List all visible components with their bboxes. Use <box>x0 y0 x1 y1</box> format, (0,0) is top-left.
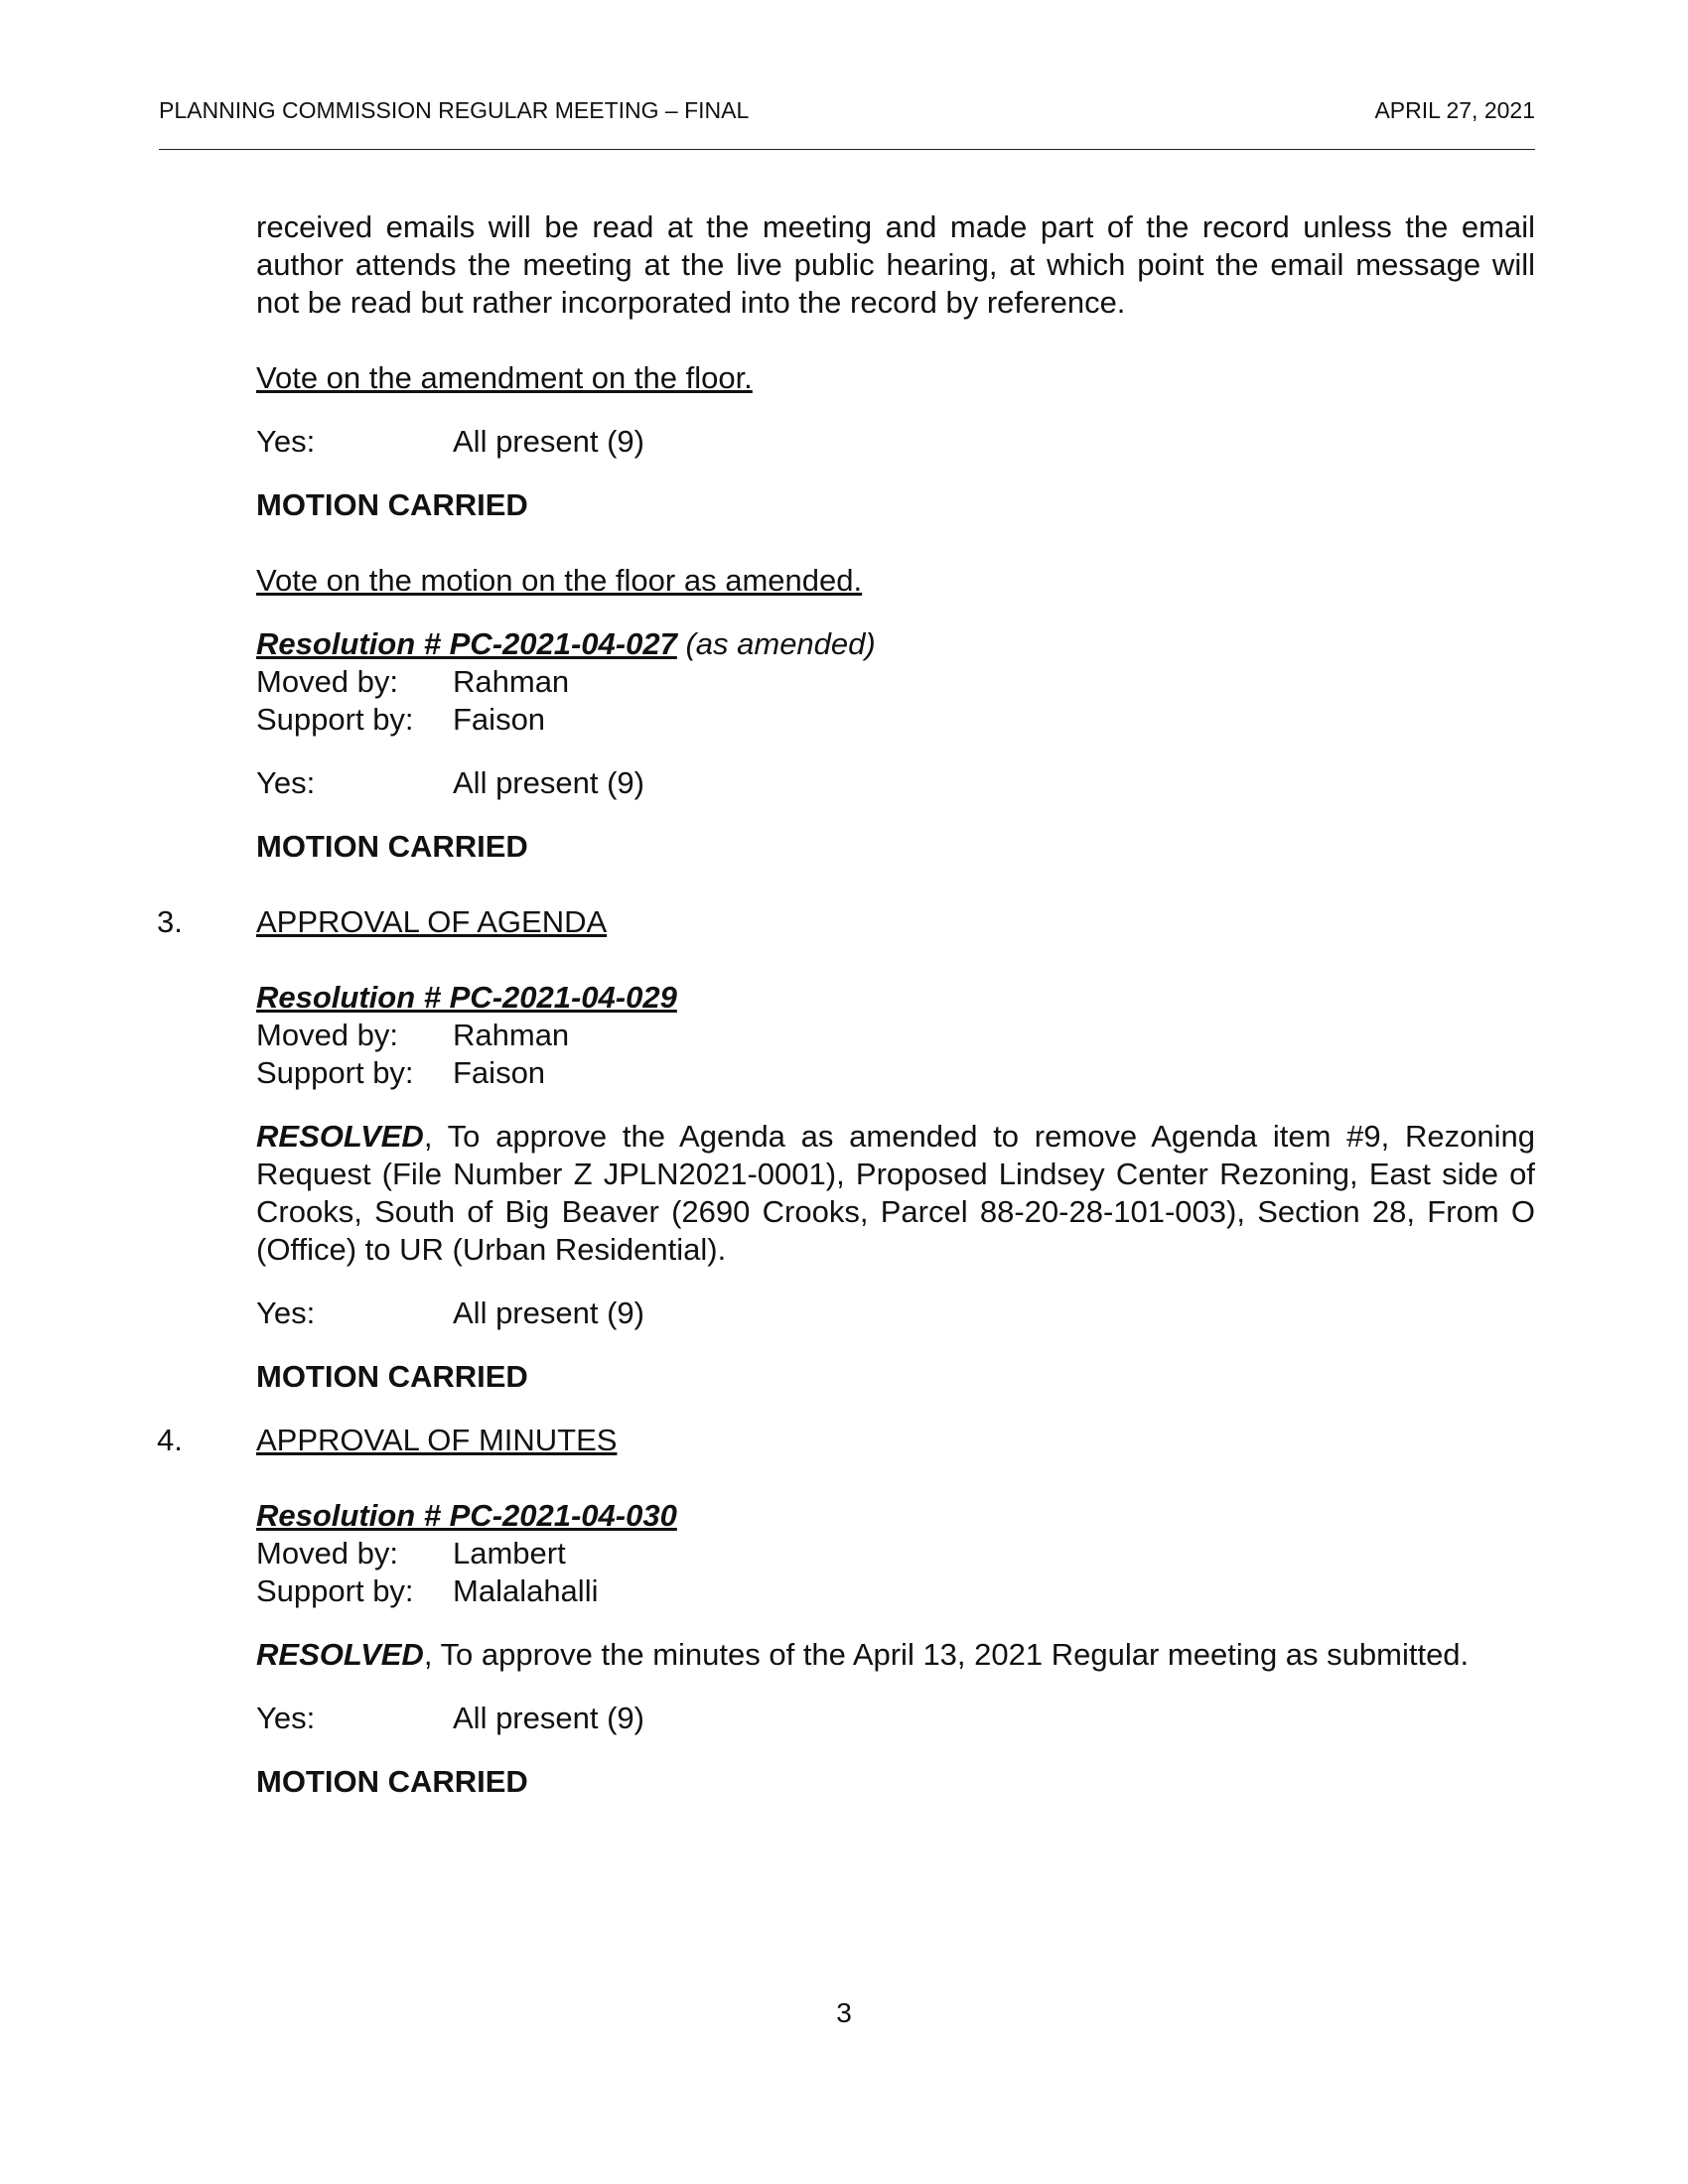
header-date: APRIL 27, 2021 <box>1374 97 1535 123</box>
section4-result: MOTION CARRIED <box>256 1764 528 1799</box>
resolved-paragraph <box>256 1118 1535 1269</box>
moved-by-row <box>256 1535 1535 1572</box>
moved-value: Rahman <box>453 664 570 699</box>
motion-vote-heading: Vote on the motion on the floor as amended. <box>256 563 863 598</box>
page-number: 3 <box>836 1997 852 2028</box>
resolved-word: RESOLVED <box>256 1637 424 1672</box>
yes-value: All present (9) <box>453 1701 644 1735</box>
yes-value: All present (9) <box>453 424 644 459</box>
resolved-text: , To approve the minutes of the April 13, 2021 Regular meeting as submitted. <box>423 1637 1470 1672</box>
section-number: 3. <box>157 904 183 939</box>
amend-vote-yes <box>256 423 1535 461</box>
resolution-number: Resolution # PC-2021-04-029 <box>256 980 677 1015</box>
page-header <box>159 97 1535 124</box>
yes-label: Yes: <box>256 424 316 459</box>
resolution-030 <box>256 1497 1535 1535</box>
page-body <box>157 208 1535 1801</box>
resolved-text: , To approve the Agenda as amended to remove Agenda item #9, Rezoning Request (File Number Z JPLN2021-0001), Proposed Lindsey Center Rezoning, East side of Crooks, South of Big Beaver (2690 Crooks, Parcel 88-20-28-101-003), Section 28, From O (Office) to UR (Urban Residential). <box>256 1119 1535 1267</box>
resolution-number: Resolution # PC-2021-04-030 <box>256 1498 677 1533</box>
header-title: PLANNING COMMISSION REGULAR MEETING – FINAL <box>159 97 750 123</box>
yes-label: Yes: <box>256 765 316 800</box>
moved-by-row <box>256 1017 1535 1054</box>
section3-yes <box>256 1295 1535 1332</box>
moved-label: Moved by: <box>256 1536 399 1570</box>
moved-by-row <box>256 663 1535 701</box>
support-value: Faison <box>453 1055 546 1090</box>
resolution-number: Resolution # PC-2021-04-027 <box>256 626 677 661</box>
support-by-row <box>256 1572 1535 1610</box>
section3-result: MOTION CARRIED <box>256 1359 528 1394</box>
yes-label: Yes: <box>256 1296 316 1330</box>
section-3 <box>157 903 1535 941</box>
amend-vote-result: MOTION CARRIED <box>256 487 528 522</box>
section-number: 4. <box>157 1423 183 1457</box>
amend-vote-heading: Vote on the amendment on the floor. <box>256 360 753 395</box>
header-rule <box>159 149 1535 150</box>
support-label: Support by: <box>256 1055 414 1090</box>
support-by-row <box>256 701 1535 739</box>
section-4 <box>157 1422 1535 1459</box>
section4-yes <box>256 1700 1535 1737</box>
moved-value: Rahman <box>453 1018 570 1052</box>
moved-label: Moved by: <box>256 664 399 699</box>
yes-value: All present (9) <box>453 1296 644 1330</box>
moved-label: Moved by: <box>256 1018 399 1052</box>
resolution-029 <box>256 979 1535 1017</box>
yes-value: All present (9) <box>453 765 644 800</box>
moved-value: Lambert <box>453 1536 566 1570</box>
section-title: APPROVAL OF AGENDA <box>256 904 608 939</box>
resolution-note: (as amended) <box>685 626 876 661</box>
motion-vote-yes <box>256 764 1535 802</box>
support-value: Faison <box>453 702 546 737</box>
support-value: Malalahalli <box>453 1573 599 1608</box>
resolved-word: RESOLVED <box>256 1119 424 1154</box>
support-label: Support by: <box>256 702 414 737</box>
resolved-paragraph <box>256 1636 1535 1674</box>
intro-paragraph: received emails will be read at the meeting and made part of the record unless the email author attends the meeting at the live public hearing, at which point the email message will not be read but rather incorporated into the record by reference. <box>256 209 1535 320</box>
support-by-row <box>256 1054 1535 1092</box>
resolution-027 <box>256 625 1535 663</box>
section-title: APPROVAL OF MINUTES <box>256 1423 618 1457</box>
support-label: Support by: <box>256 1573 414 1608</box>
motion-vote-result: MOTION CARRIED <box>256 829 528 864</box>
yes-label: Yes: <box>256 1701 316 1735</box>
